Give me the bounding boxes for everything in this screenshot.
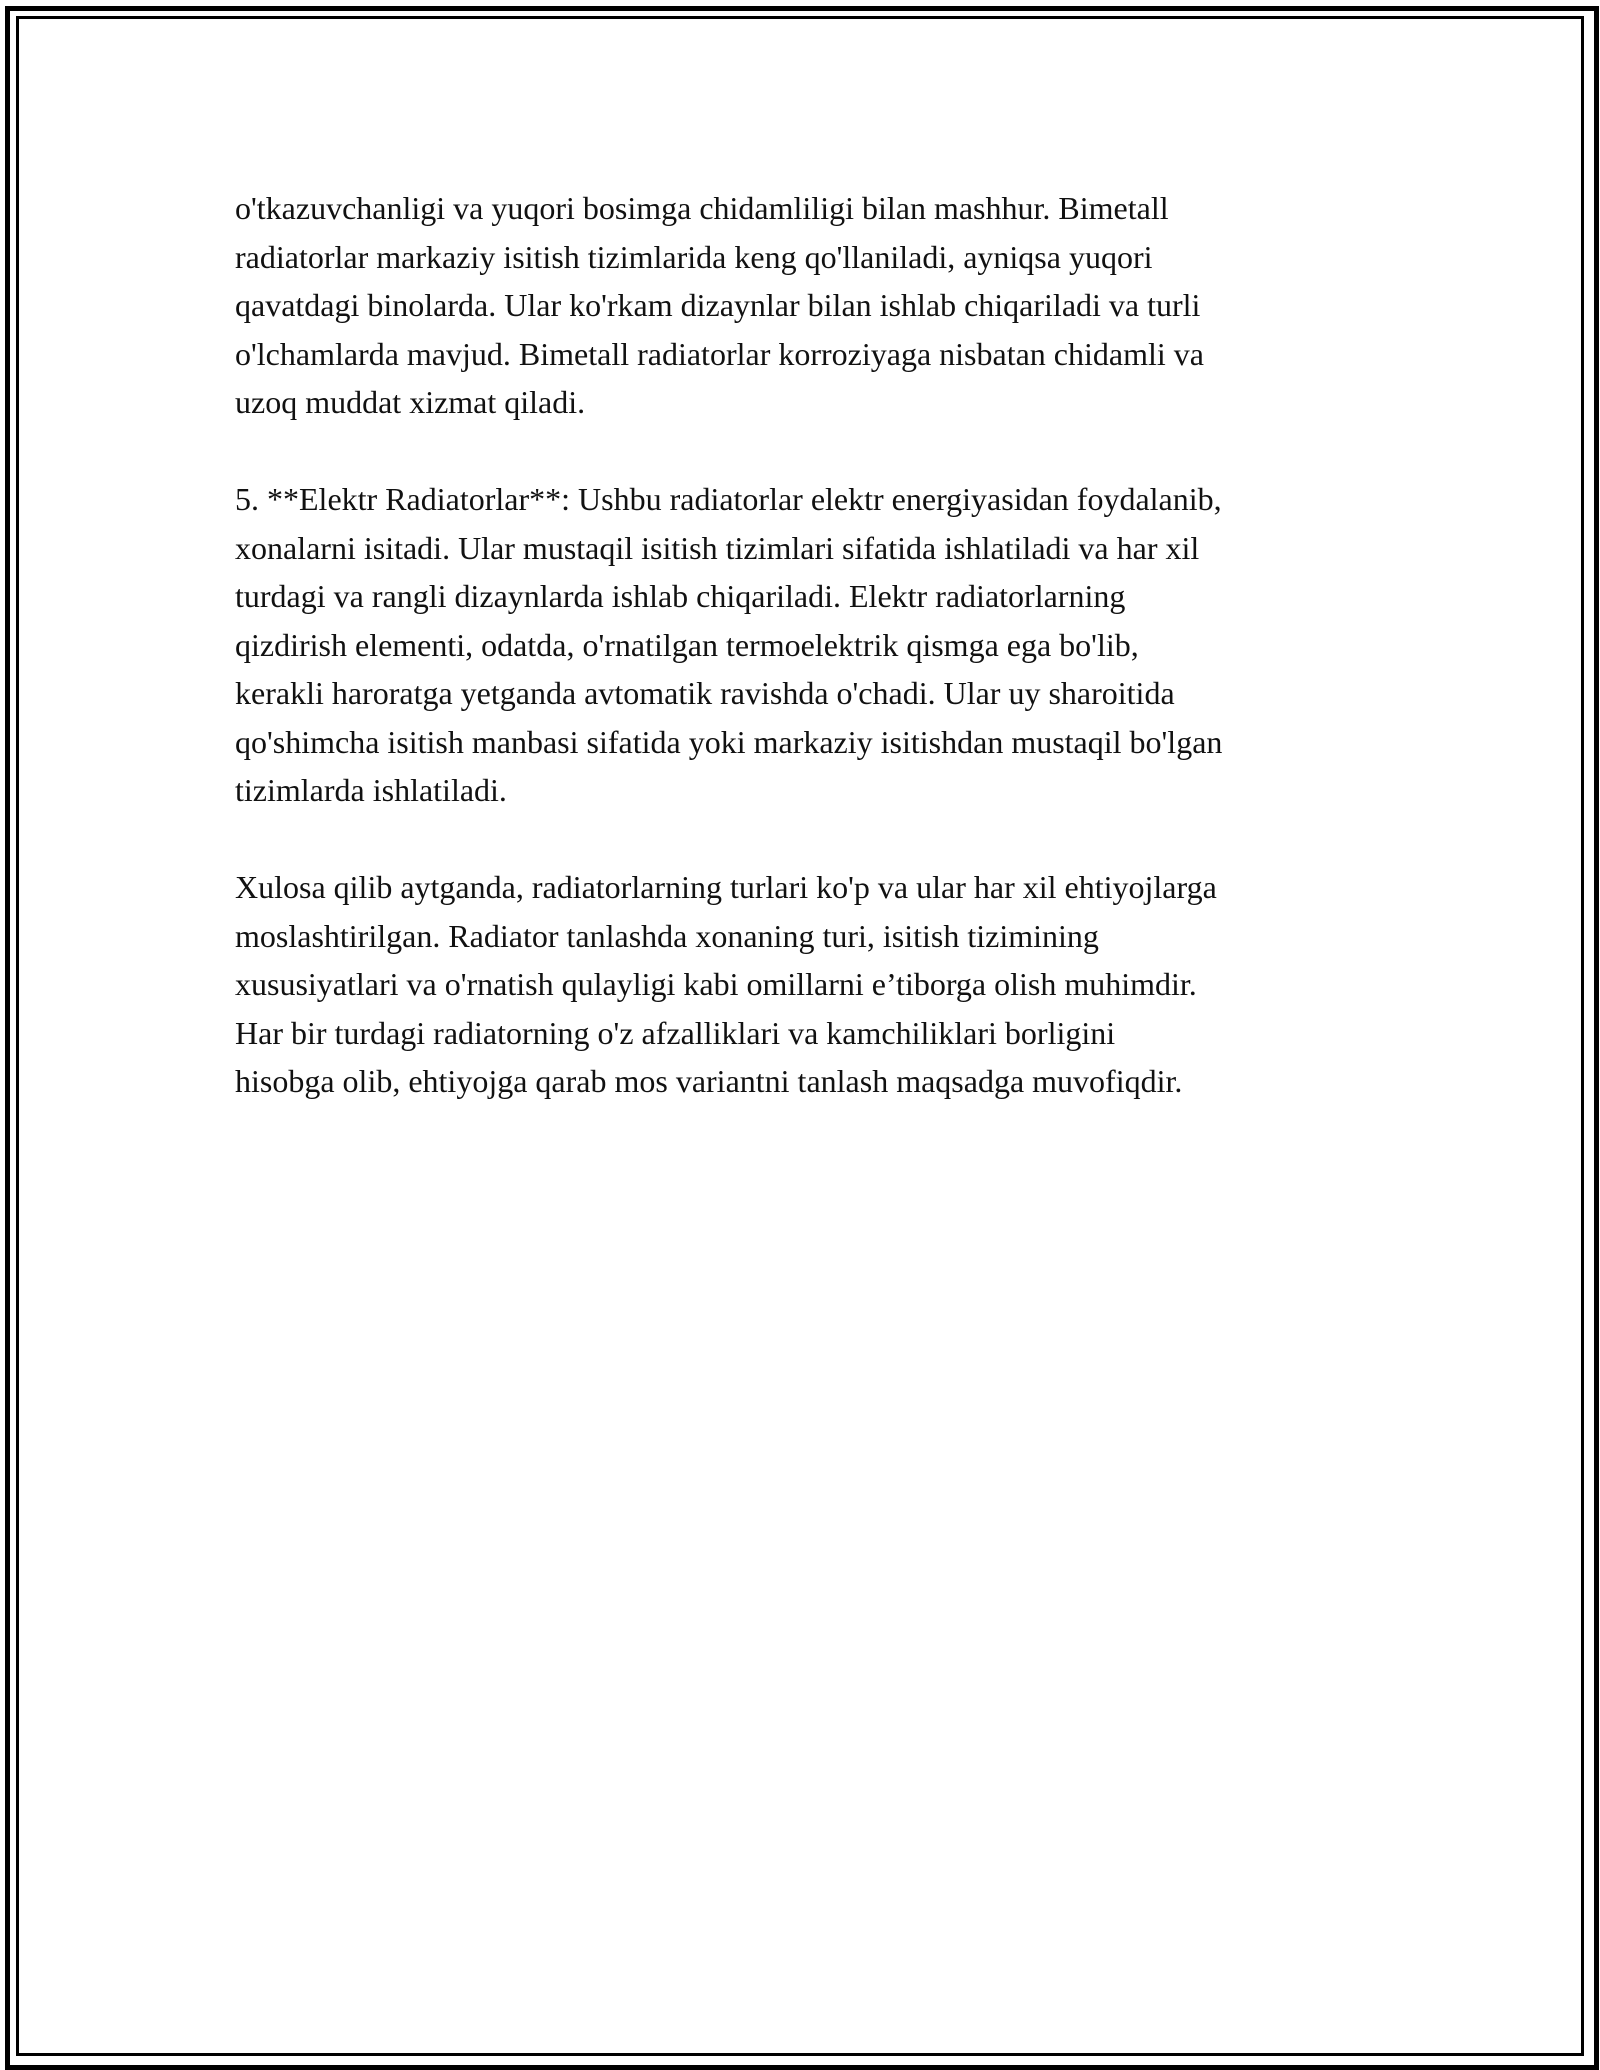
document-body: [235, 184, 1375, 1154]
paragraph-xulosa: Xulosa qilib aytganda, radiatorlarning turlari ko'p va ular har xil ehtiyojlarga moslashtirilgan. Radiator tanlashda xonaning turi, isitish tizimining xususiyatlari va o'rnatish qulayligi kabi omillarni e’tiborga olish muhimdir. Har bir turdagi radiatorning o'z afzalliklari va kamchiliklari borligini hisobga olib, ehtiyojga qarab mos variantni tanlash maqsadga muvofiqdir.: [235, 869, 1217, 1099]
paragraph-bimetall-continued: o'tkazuvchanligi va yuqori bosimga chidamliligi bilan mashhur. Bimetall radiatorlar markaziy isitish tizimlarida keng qo'llaniladi, ayniqsa yuqori qavatdagi binolarda. Ular ko'rkam dizaynlar bilan ishlab chiqariladi va turli o'lchamlarda mavjud. Bimetall radiatorlar korroziyaga nisbatan chidamli va uzoq muddat xizmat qiladi.: [235, 190, 1204, 420]
paragraph-elektr-radiatorlar: 5. **Elektr Radiatorlar**: Ushbu radiatorlar elektr energiyasidan foydalanib, xonalarni isitadi. Ular mustaqil isitish tizimlari sifatida ishlatiladi va har xil turdagi va rangli dizaynlarda ishlab chiqariladi. Elektr radiatorlarning qizdirish elementi, odatda, o'rnatilgan termoelektrik qismga ega bo'lib, kerakli haroratga yetganda avtomatik ravishda o'chadi. Ular uy sharoitida qo'shimcha isitish manbasi sifatida yoki markaziy isitishdan mustaqil bo'lgan tizimlarda ishlatiladi.: [235, 481, 1223, 808]
